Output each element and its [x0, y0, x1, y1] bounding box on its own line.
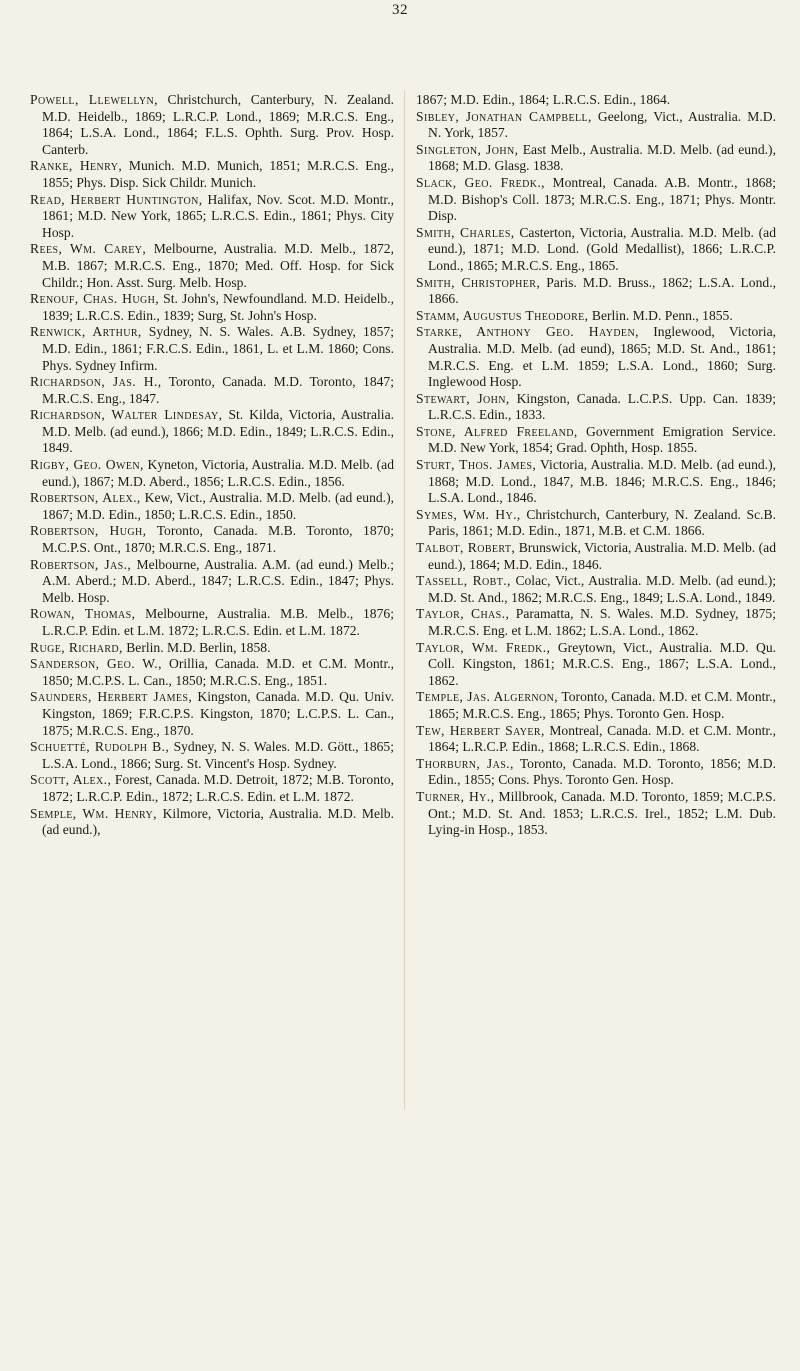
entry-details: Montreal, Canada. A.B. Montr., 1868; M.D. Bishop's Coll. 1873; M.R.C.S. Eng., 1871; Phys. Montr. Disp.: [428, 174, 776, 224]
directory-entry: [30, 241, 394, 291]
entry-name: Renouf, Chas. Hugh,: [30, 291, 160, 307]
entry-name: Temple, Jas. Algernon,: [416, 689, 559, 705]
entry-details: Sydney, N. S. Wales. M.D. Gött., 1865; L.S.A. Lond., 1866; Surg. St. Vincent's Hosp. Sydney.: [42, 739, 394, 771]
directory-entry: [416, 92, 776, 109]
entry-details: Orillia, Canada. M.D. et C.M. Montr., 1850; M.C.P.S. L. Can., 1850; M.R.C.S. Eng., 1851.: [42, 656, 395, 688]
entry-name: Renwick, Arthur,: [30, 324, 142, 340]
entry-details: Greytown, Vict., Australia. M.D. Qu. Coll. Kingston, 1861; M.R.C.S. Eng., 1867; L.S.A. Lond., 1862.: [428, 639, 777, 688]
entry-name: Sturt, Thos. James,: [416, 457, 537, 473]
entry-details: Colac, Vict., Australia. M.D. Melb. (ad eund.); M.D. St. And., 1862; M.R.C.S. Eng., 1849; L.S.A. Lond., 1849.: [428, 573, 776, 605]
entry-details: Paris. M.D. Bruss., 1862; L.S.A. Lond., 1866.: [428, 274, 776, 307]
entry-details: Berlin. M.D. Penn., 1855.: [591, 307, 733, 323]
directory-entry: [30, 192, 394, 242]
entry-name: Singleton, John,: [416, 141, 519, 157]
entry-details: Melbourne, Australia. M.B. Melb., 1876; L.R.C.P. Edin. et L.M. 1872; L.R.C.S. Edin. et L.M. 1872.: [42, 606, 394, 638]
entry-details: Geelong, Vict., Australia. M.D. N. York, 1857.: [428, 108, 776, 141]
entry-name: Thorburn, Jas.,: [416, 755, 514, 771]
entry-name: Sibley, Jonathan Campbell,: [416, 108, 592, 124]
directory-entry: [30, 490, 394, 523]
entry-details: Inglewood, Victoria, Australia. M.D. Melb. (ad eund), 1865; M.D. St. And., 1861; M.R.C.S. Eng. et L.M. 1859; L.S.A. Lond., 1860; Surg. Inglewood Hosp.: [428, 324, 776, 390]
entry-details: Christchurch, Canterbury, N. Zealand. M.D. Heidelb., 1869; L.R.C.P. Lond., 1869; M.R.C.S. Eng., 1864; L.S.A. Lond., 1864; F.L.S. Ophth. Surg. Prov. Hosp. Canterb.: [42, 92, 394, 157]
entry-details: Victoria, Australia. M.D. Melb. (ad eund.), 1868; M.D. Lond., 1847, M.B. 1846; M.R.C.S. Eng., 1846; L.S.A. Lond., 1846.: [428, 457, 777, 506]
directory-entry: [416, 225, 776, 275]
entry-details: 1867; M.D. Edin., 1864; L.R.C.S. Edin., 1864.: [416, 92, 671, 107]
entry-name: Stone, Alfred Freeland,: [416, 423, 578, 439]
entry-name: Slack, Geo. Fredk.,: [416, 174, 545, 190]
entry-name: Read, Herbert Huntington,: [30, 191, 203, 207]
entry-details: Brunswick, Victoria, Australia. M.D. Melb. (ad eund.), 1864; M.D. Edin., 1846.: [428, 540, 777, 572]
entry-details: Berlin. M.D. Berlin, 1858.: [126, 639, 271, 655]
directory-entry: [30, 640, 394, 657]
entry-name: Semple, Wm. Henry,: [30, 805, 157, 821]
directory-entry: [416, 789, 776, 839]
directory-entry: [416, 606, 776, 639]
directory-entry: [416, 308, 776, 325]
entry-details: Kilmore, Victoria, Australia. M.D. Melb. (ad eund.),: [42, 805, 394, 838]
directory-entry: [30, 324, 394, 374]
entry-name: Scott, Alex.,: [30, 772, 112, 788]
entry-details: Toronto, Canada. M.B. Toronto, 1870; M.C.P.S. Ont., 1870; M.R.C.S. Eng., 1871.: [42, 523, 395, 556]
directory-entry: [30, 158, 394, 191]
entry-details: St. Kilda, Victoria, Australia. M.D. Melb. (ad eund.), 1866; M.D. Edin., 1849; L.R.C.S. Edin., 1849.: [42, 407, 395, 456]
directory-entry: [30, 689, 394, 739]
entry-name: Ruge, Richard,: [30, 639, 123, 655]
directory-entry: [416, 275, 776, 308]
entry-details: East Melb., Australia. M.D. Melb. (ad eund.), 1868; M.D. Glasg. 1838.: [428, 141, 776, 174]
directory-entry: [30, 407, 394, 457]
column-gutter: [404, 90, 405, 1110]
entry-details: Paramatta, N. S. Wales. M.D. Sydney, 1875; M.R.C.S. Eng. et L.M. 1862; L.S.A. Lond., 1862.: [428, 606, 776, 638]
entry-details: Forest, Canada. M.D. Detroit, 1872; M.B. Toronto, 1872; L.R.C.P. Edin., 1872; L.R.C.S. Edin. et L.M. 1872.: [42, 772, 395, 804]
entry-name: Robertson, Jas.,: [30, 556, 132, 572]
directory-entry: [416, 109, 776, 142]
entry-details: Toronto, Canada. M.D. Toronto, 1856; M.D. Edin., 1855; Cons. Phys. Toronto Gen. Hosp.: [428, 755, 777, 788]
directory-entry: [416, 689, 776, 722]
directory-entry: [30, 523, 394, 556]
entry-details: Kyneton, Victoria, Australia. M.D. Melb. (ad eund.), 1867; M.D. Aberd., 1856; L.R.C.S. Edin., 1856.: [42, 457, 394, 489]
entry-details: St. John's, Newfoundland. M.D. Heidelb., 1839; L.R.C.S. Edin., 1839; Surg, St. John's Hosp.: [42, 291, 394, 323]
right-column: [416, 92, 776, 839]
directory-entry: [416, 391, 776, 424]
entry-name: Robertson, Hugh,: [30, 523, 147, 539]
entry-details: Halifax, Nov. Scot. M.D. Montr., 1861; M.D. New York, 1865; L.R.C.S. Edin., 1861; Phys. City Hosp.: [42, 191, 394, 240]
entry-name: Talbot, Robert,: [416, 540, 516, 556]
page-number: 32: [392, 2, 408, 18]
entry-name: Schuetté, Rudolph B.,: [30, 739, 170, 755]
entry-name: Stewart, John,: [416, 390, 510, 406]
directory-entry: [30, 291, 394, 324]
entry-name: Tassell, Robt.,: [416, 573, 511, 589]
entry-name: Sanderson, Geo. W.,: [30, 656, 162, 672]
directory-entry: [416, 175, 776, 225]
directory-entry: [416, 756, 776, 789]
entry-name: Symes, Wm. Hy.,: [416, 506, 521, 522]
entry-details: Melbourne, Australia. A.M. (ad eund.) Melb.; A.M. Aberd.; M.D. Aberd., 1847; L.R.C.S. Edin., 1847; Phys. Melb. Hosp.: [42, 556, 394, 605]
entry-name: Robertson, Alex.,: [30, 490, 141, 506]
directory-entry: [416, 723, 776, 756]
entry-details: Casterton, Victoria, Australia. M.D. Melb. (ad eund.), 1871; M.D. Lond. (Gold Medallist), 1866; L.R.C.P. Lond., 1865; M.R.C.S. Eng., 1865.: [428, 224, 776, 273]
entry-details: Kew, Vict., Australia. M.D. Melb. (ad eund.), 1867; M.D. Edin., 1850; L.R.C.S. Edin., 1850.: [42, 490, 395, 522]
directory-entry: [416, 640, 776, 690]
entry-details: Kingston, Canada. L.C.P.S. Upp. Can. 1839; L.R.C.S. Edin., 1833.: [428, 390, 776, 423]
entry-name: Richardson, Walter Lindesay,: [30, 407, 223, 423]
directory-entry: [416, 573, 776, 606]
entry-details: Sydney, N. S. Wales. A.B. Sydney, 1857; M.D. Edin., 1861; F.R.C.S. Edin., 1861, L. et L.M. 1860; Cons. Phys. Sydney Infirm.: [42, 324, 394, 373]
directory-entry: [30, 606, 394, 639]
entry-name: Powell, Llewellyn,: [30, 92, 158, 107]
entry-name: Starke, Anthony Geo. Hayden,: [416, 324, 639, 340]
directory-entry: [416, 324, 776, 390]
entry-name: Ranke, Henry,: [30, 158, 123, 174]
directory-entry: [30, 374, 394, 407]
entry-name: Rigby, Geo. Owen,: [30, 457, 144, 473]
entry-name: Taylor, Chas.,: [416, 606, 510, 622]
directory-entry: [30, 457, 394, 490]
entry-details: Millbrook, Canada. M.D. Toronto, 1859; M.C.P.S. Ont.; M.D. St. And. 1853; L.R.C.S. Irel., 1852; L.M. Dub. Lying-in Hosp., 1853.: [428, 788, 776, 838]
entry-name: Smith, Christopher,: [416, 274, 541, 290]
entry-name: Richardson, Jas. H.,: [30, 374, 162, 390]
entry-name: Stamm, Augustus Theodore,: [416, 307, 589, 323]
entry-name: Rees, Wm. Carey,: [30, 241, 147, 257]
entry-details: Munich. M.D. Munich, 1851; M.R.C.S. Eng., 1855; Phys. Disp. Sick Childr. Munich.: [42, 158, 394, 190]
entry-details: Christchurch, Canterbury, N. Zealand. Sc.B. Paris, 1861; M.D. Edin., 1871, M.B. et C.M. 1866.: [428, 506, 777, 539]
directory-entry: [416, 507, 776, 540]
directory-entry: [30, 92, 394, 158]
directory-entry: [416, 142, 776, 175]
entry-details: Government Emigration Service. M.D. New York, 1854; Grad. Ophth, Hosp. 1855.: [428, 423, 776, 456]
directory-entry: [416, 540, 776, 573]
directory-entry: [30, 806, 394, 839]
entry-details: Toronto, Canada. M.D. Toronto, 1847; M.R.C.S. Eng., 1847.: [42, 374, 394, 406]
left-column: [30, 92, 394, 839]
entry-name: Taylor, Wm. Fredk.,: [416, 639, 551, 655]
entry-name: Tew, Herbert Sayer,: [416, 722, 545, 738]
entry-name: Saunders, Herbert James,: [30, 689, 193, 705]
directory-entry: [416, 457, 776, 507]
directory-entry: [30, 772, 394, 805]
entry-name: Smith, Charles,: [416, 224, 515, 240]
entry-details: Kingston, Canada. M.D. Qu. Univ. Kingston, 1869; F.R.C.P.S. Kingston, 1870; L.C.P.S. L. Can., 1875; M.R.C.S. Eng., 1870.: [42, 689, 395, 738]
directory-entry: [416, 424, 776, 457]
directory-entry: [30, 739, 394, 772]
entry-details: Toronto, Canada. M.D. et C.M. Montr., 1865; M.R.C.S. Eng., 1865; Phys. Toronto Gen. Hosp.: [428, 689, 777, 721]
directory-entry: [30, 656, 394, 689]
directory-entry: [30, 557, 394, 607]
entry-name: Turner, Hy.,: [416, 788, 495, 804]
entry-details: Melbourne, Australia. M.D. Melb., 1872, M.B. 1867; M.R.C.S. Eng., 1870; Med. Off. Hosp. for Sick Childr.; Hon. Asst. Surg. Melb. Hosp.: [42, 241, 394, 290]
entry-name: Rowan, Thomas,: [30, 606, 136, 622]
entry-details: Montreal, Canada. M.D. et C.M. Montr., 1864; L.R.C.P. Edin., 1868; L.R.C.S. Edin., 1868.: [428, 722, 776, 755]
